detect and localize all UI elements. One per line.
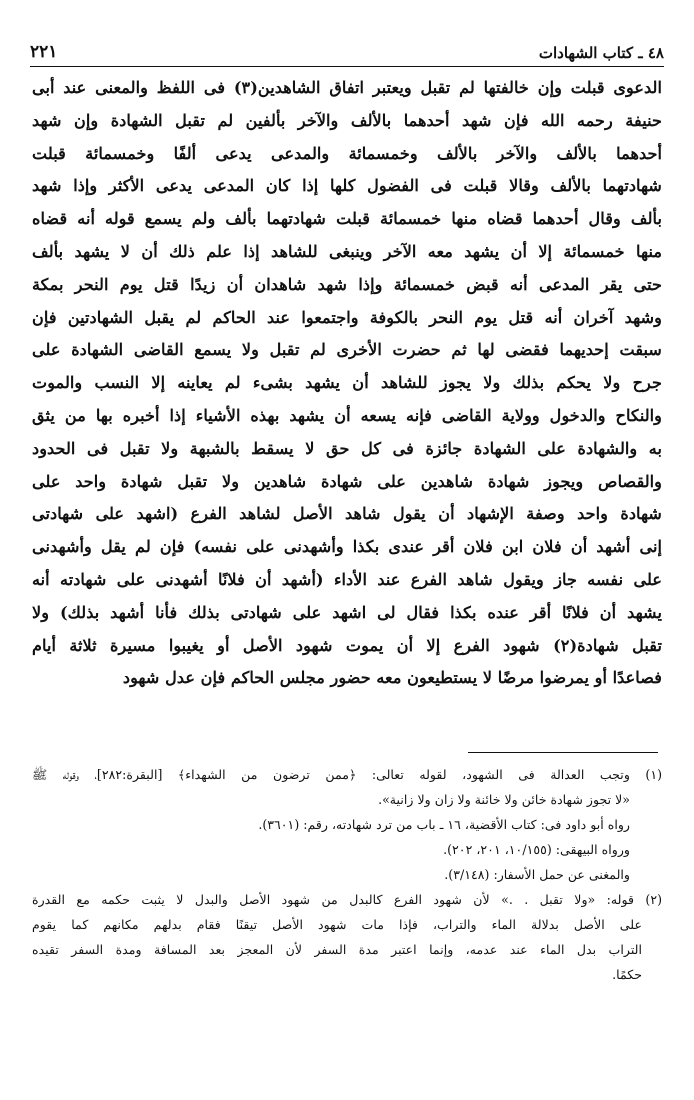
footnote-line: ورواه البيهقى: (١٠/١٥٥، ٢٠١، ٢٠٢). bbox=[443, 842, 630, 857]
footnote-line: (٢) قوله: «ولا تقبل . .» لأن شهود الفرع كالبدل من شهود الأصل والبدل لا يثبت حكمه مع القدرة bbox=[32, 892, 662, 907]
text-line: وشهد آخران أنه قتل يوم النحر بالكوفة واجتمعوا عند الحاكم لم يقبل الشهادتين فإن bbox=[32, 307, 662, 327]
text-line: تقبل شهادة(٢) شهود الفرع إلا أن يموت شهود الأصل أو يغيبوا مسيرة ثلاثة أيام bbox=[32, 635, 662, 655]
text-line: حتى يقر المدعى أنه قبض خمسمائة وإذا شهد شاهدان أن زيدًا قتل يوم النحر بمكة bbox=[32, 274, 662, 294]
text-line: بألف وقال أحدهما قضاه منها خمسمائة قبلت شهادتهما بألف ولم يسمع قوله أنه قضاه bbox=[32, 209, 662, 229]
text-line: سبقت إحديهما فقضى لها ثم حضرت الأخرى لم تقبل ولا يسمع القاضى الشهادة على bbox=[32, 340, 662, 360]
footnote-line: رواه أبو داود فى: كتاب الأقضية، ١٦ ـ باب من ترد شهادته، رقم: (٣٦٠١). bbox=[258, 817, 630, 832]
text-line: على نفسه جاز ويقول شاهد الفرع عند الأداء (أشهد أن فلانًا أشهدنى على شهادته أنه bbox=[32, 569, 662, 589]
footnotes bbox=[32, 762, 662, 987]
footnote-line: على الأصل بدلالة الماء والتراب، فإذا مات شهود الأصل تيقنًا فقام بدلهم مكانهم كما يقوم bbox=[32, 917, 642, 932]
text-line: به والشهادة على الشهادة جائزة فى كل حق لا يسقط بالشبهة ولا تقبل فى الحدود bbox=[32, 438, 662, 458]
page-number: ٢٢١ bbox=[30, 42, 58, 62]
text-line: منها خمسمائة إلا أن يشهد معه الآخر وينبغى للشاهد إذا علم ذلك أن لا يشهد بألف bbox=[32, 241, 662, 261]
footnote-line: حكمًا. bbox=[612, 967, 642, 982]
text-line: جرح ولا يحكم بذلك ولا يجوز للشاهد أن يشهد بشىء لم يعاينه إلا النسب والموت bbox=[32, 373, 662, 393]
text-line: شهادتهما بالألف وقالا قبلت فى الفضول كلها إذا كان المدعى يدعى الأكثر وإذا شهد bbox=[32, 176, 662, 196]
text-line: شهادة واحد وصفة الإشهاد أن يقول شاهد الأصل لشاهد الفرع (اشهد على شهادتى bbox=[32, 504, 662, 524]
text-line: إنى أشهد أن فلان ابن فلان أقر عندى بكذا وأشهدنى على نفسه) فإن لم يقل وأشهدنى bbox=[32, 537, 662, 557]
text-line: أحدهما بالألف والآخر بالألف وخمسمائة والمدعى يدعى ألفًا وخمسمائة قبلت bbox=[32, 143, 662, 163]
footnote-line: «لا تجوز شهادة خائن ولا خائنة ولا زان ولا زانية». bbox=[378, 792, 630, 807]
main-text bbox=[32, 72, 662, 742]
text-line: حنيفة رحمه الله فإن شهد أحدهما بالألف والآخر بألفين لم تقبل الشهادة وإن شهد bbox=[32, 110, 662, 130]
footnote-line: التراب بدل الماء عند عدمه، وإنما اعتبر مدة السفر لأن المعجز بعد المسافة ومدة السفر تقيده bbox=[32, 942, 642, 957]
text-line: الدعوى قبلت وإن خالفتها لم تقبل ويعتبر اتفاق الشاهدين(٣) فى اللفظ والمعنى عند أبى bbox=[32, 78, 662, 97]
footnote-line: (١) وتجب العدالة فى الشهود، لقوله تعالى: ﴿ممن ترضون من الشهداء﴾ [البقرة:٢٨٢]، وقوله ﷺ bbox=[32, 767, 662, 782]
text-line: والقصاص ويجوز شهادة شاهدين على شهادة شاهدين ولا تقبل شهادة واحد على bbox=[32, 471, 662, 491]
text-line: فصاعدًا أو يمرضوا مرضًا لا يستطيعون معه حضور مجلس الحاكم فإن عدل شهود bbox=[122, 668, 662, 688]
text-line: والنكاح والدخول وولاية القاضى فإنه يسعه أن يشهد بهذه الأشياء إذا أخبره بها من يثق bbox=[32, 405, 662, 425]
footnote-separator bbox=[468, 752, 658, 753]
running-header bbox=[30, 28, 664, 67]
footnote-line: والمغنى عن حمل الأسفار: (٣/١٤٨). bbox=[444, 867, 630, 882]
text-line: يشهد أن فلانًا أقر عنده بكذا فقال لى اشهد على شهادتى بذلك فأنا أشهد بذلك) ولا bbox=[32, 602, 662, 622]
chapter-title: ٤٨ ـ كتاب الشهادات bbox=[538, 44, 664, 62]
